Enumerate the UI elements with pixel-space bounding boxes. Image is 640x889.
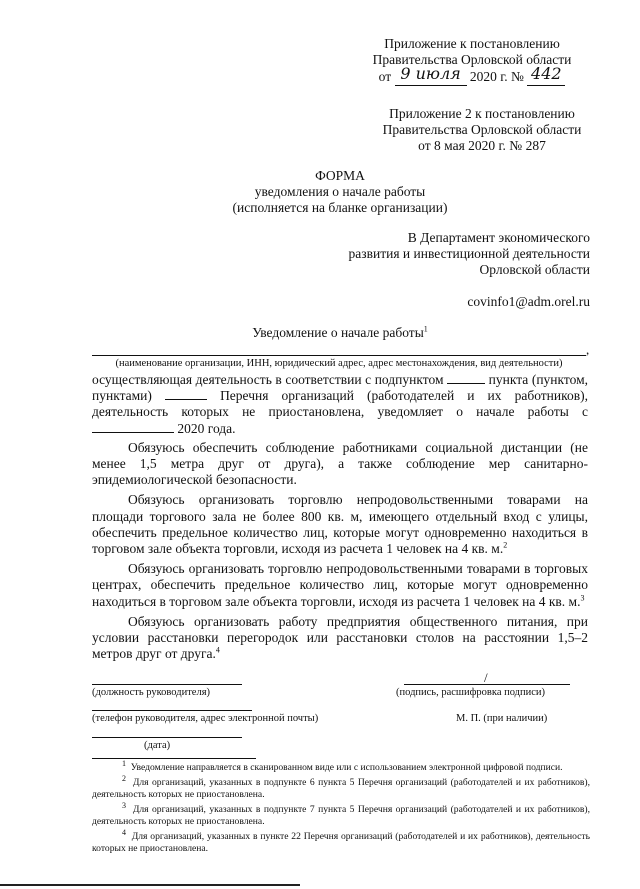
form-subtitle: уведомления о начале работы xyxy=(254,184,426,199)
footnote-2: $^2$ Для организаций, указанных в подпункте 6 пункта 5 Перечня организаций (работодателей и их работников), деятельность которых не приостановлена. xyxy=(92,773,590,800)
phone-caption: (телефон руководителя, адрес электронной почты) xyxy=(92,713,319,724)
footnote-3: $^3$ Для организаций, указанных в подпункте 7 пункта 5 Перечня организаций (работодателей и их работников), деятельность которых не приостановлена. xyxy=(92,800,590,827)
position-line xyxy=(92,684,242,685)
addressee-line2: развития и инвестиционной деятельности xyxy=(348,246,590,261)
signature-caption: (подпись, расшифровка подписи) xyxy=(396,687,546,698)
handwritten-date: 9 июля xyxy=(400,64,461,83)
form-title-block xyxy=(180,168,500,216)
para3: Обязуюсь организовать торговлю непродовольственными товарами на площади торгового зала не более 800 кв. м, имеющего отдельный вход с улицы, обеспечить предельное количество лиц, которые могут одновременно находиться в торговом зале объекта торговли, исходя из расчета 1 человек на 4 кв. м.$^2$ xyxy=(92,492,588,557)
form-note: (исполняется на бланке организации) xyxy=(232,200,448,215)
header-line1: Приложение к постановлению xyxy=(384,36,560,51)
date-caption: (дата) xyxy=(144,740,171,751)
para2: Обязуюсь обеспечить соблюдение работниками социальной дистанции (не менее 1,5 метра друг от друга), а также соблюдение мер санитарно-эпидемиологической безопасности. xyxy=(92,439,588,488)
phone-line xyxy=(92,710,252,711)
notice-body xyxy=(92,372,588,662)
notice-title: Уведомление о начале работы$^1$ xyxy=(252,324,428,340)
date-line xyxy=(92,737,242,738)
annex2-line2: Правительства Орловской области xyxy=(382,122,582,137)
addressee-block xyxy=(300,230,590,310)
annex2-line1: Приложение 2 к постановлению xyxy=(389,106,575,121)
para4: Обязуюсь организовать торговлю непродовольственными товарами в торговых центрах, обеспечить предельное количество лиц, которые могут одновременно находиться в торговом зале объекта торговли, исходя из расчета 1 человек на 4 кв. м.$^3$ xyxy=(92,561,588,609)
footnote-separator xyxy=(92,758,256,759)
form-title: ФОРМА xyxy=(315,168,365,183)
org-line-comma: , xyxy=(586,342,590,357)
position-caption: (должность руководителя) xyxy=(92,687,211,698)
addressee-line3: Орловской области xyxy=(479,262,590,277)
handwritten-number: 442 xyxy=(531,64,562,83)
para5: Обязуюсь организовать работу предприятия общественного питания, при условии расстановки перегородок или расстановки столов на расстоянии 1,5–2 метров друг от друга.$^4$ xyxy=(92,613,588,662)
org-name-line xyxy=(92,355,586,356)
header-line2: Правительства Орловской области xyxy=(372,52,572,67)
para1: осуществляющая деятельность в соответствии с подпунктом пункта (пунктом, пунктами) Перечня организаций (работодателей и их работников), деятельность которых не приостановлена, уведомляет о начале работы с 2020 года. xyxy=(92,372,589,436)
footnote-1: $^1$ Уведомление направляется в сканированном виде или с использованием электронной цифровой подписи. xyxy=(122,758,563,773)
subparagraph-blank xyxy=(447,383,485,384)
footnote-4: $^4$ Для организаций, указанных в пункте 22 Перечня организаций (работодателей и их работников), деятельность которых не приостановлена. xyxy=(92,827,590,854)
footnotes xyxy=(92,758,590,855)
annex2-line3: от 8 мая 2020 г. № 287 xyxy=(418,138,546,153)
annex2-block xyxy=(362,106,602,154)
paragraph-blank xyxy=(165,399,207,400)
header-line3: от 9 июля 2020 г. № 442 xyxy=(352,68,592,86)
header-block xyxy=(352,36,592,86)
scan-edge-line xyxy=(0,884,300,886)
stamp-caption: М. П. (при наличии) xyxy=(456,713,548,724)
org-caption: (наименование организации, ИНН, юридический адрес, адрес местонахождения, вид деятельности) xyxy=(115,358,563,369)
addressee-email: covinfo1@adm.orel.ru xyxy=(467,294,590,309)
start-date-blank xyxy=(92,432,174,433)
signature-slash: / xyxy=(484,670,488,685)
addressee-line1: В Департамент экономического xyxy=(407,230,590,245)
